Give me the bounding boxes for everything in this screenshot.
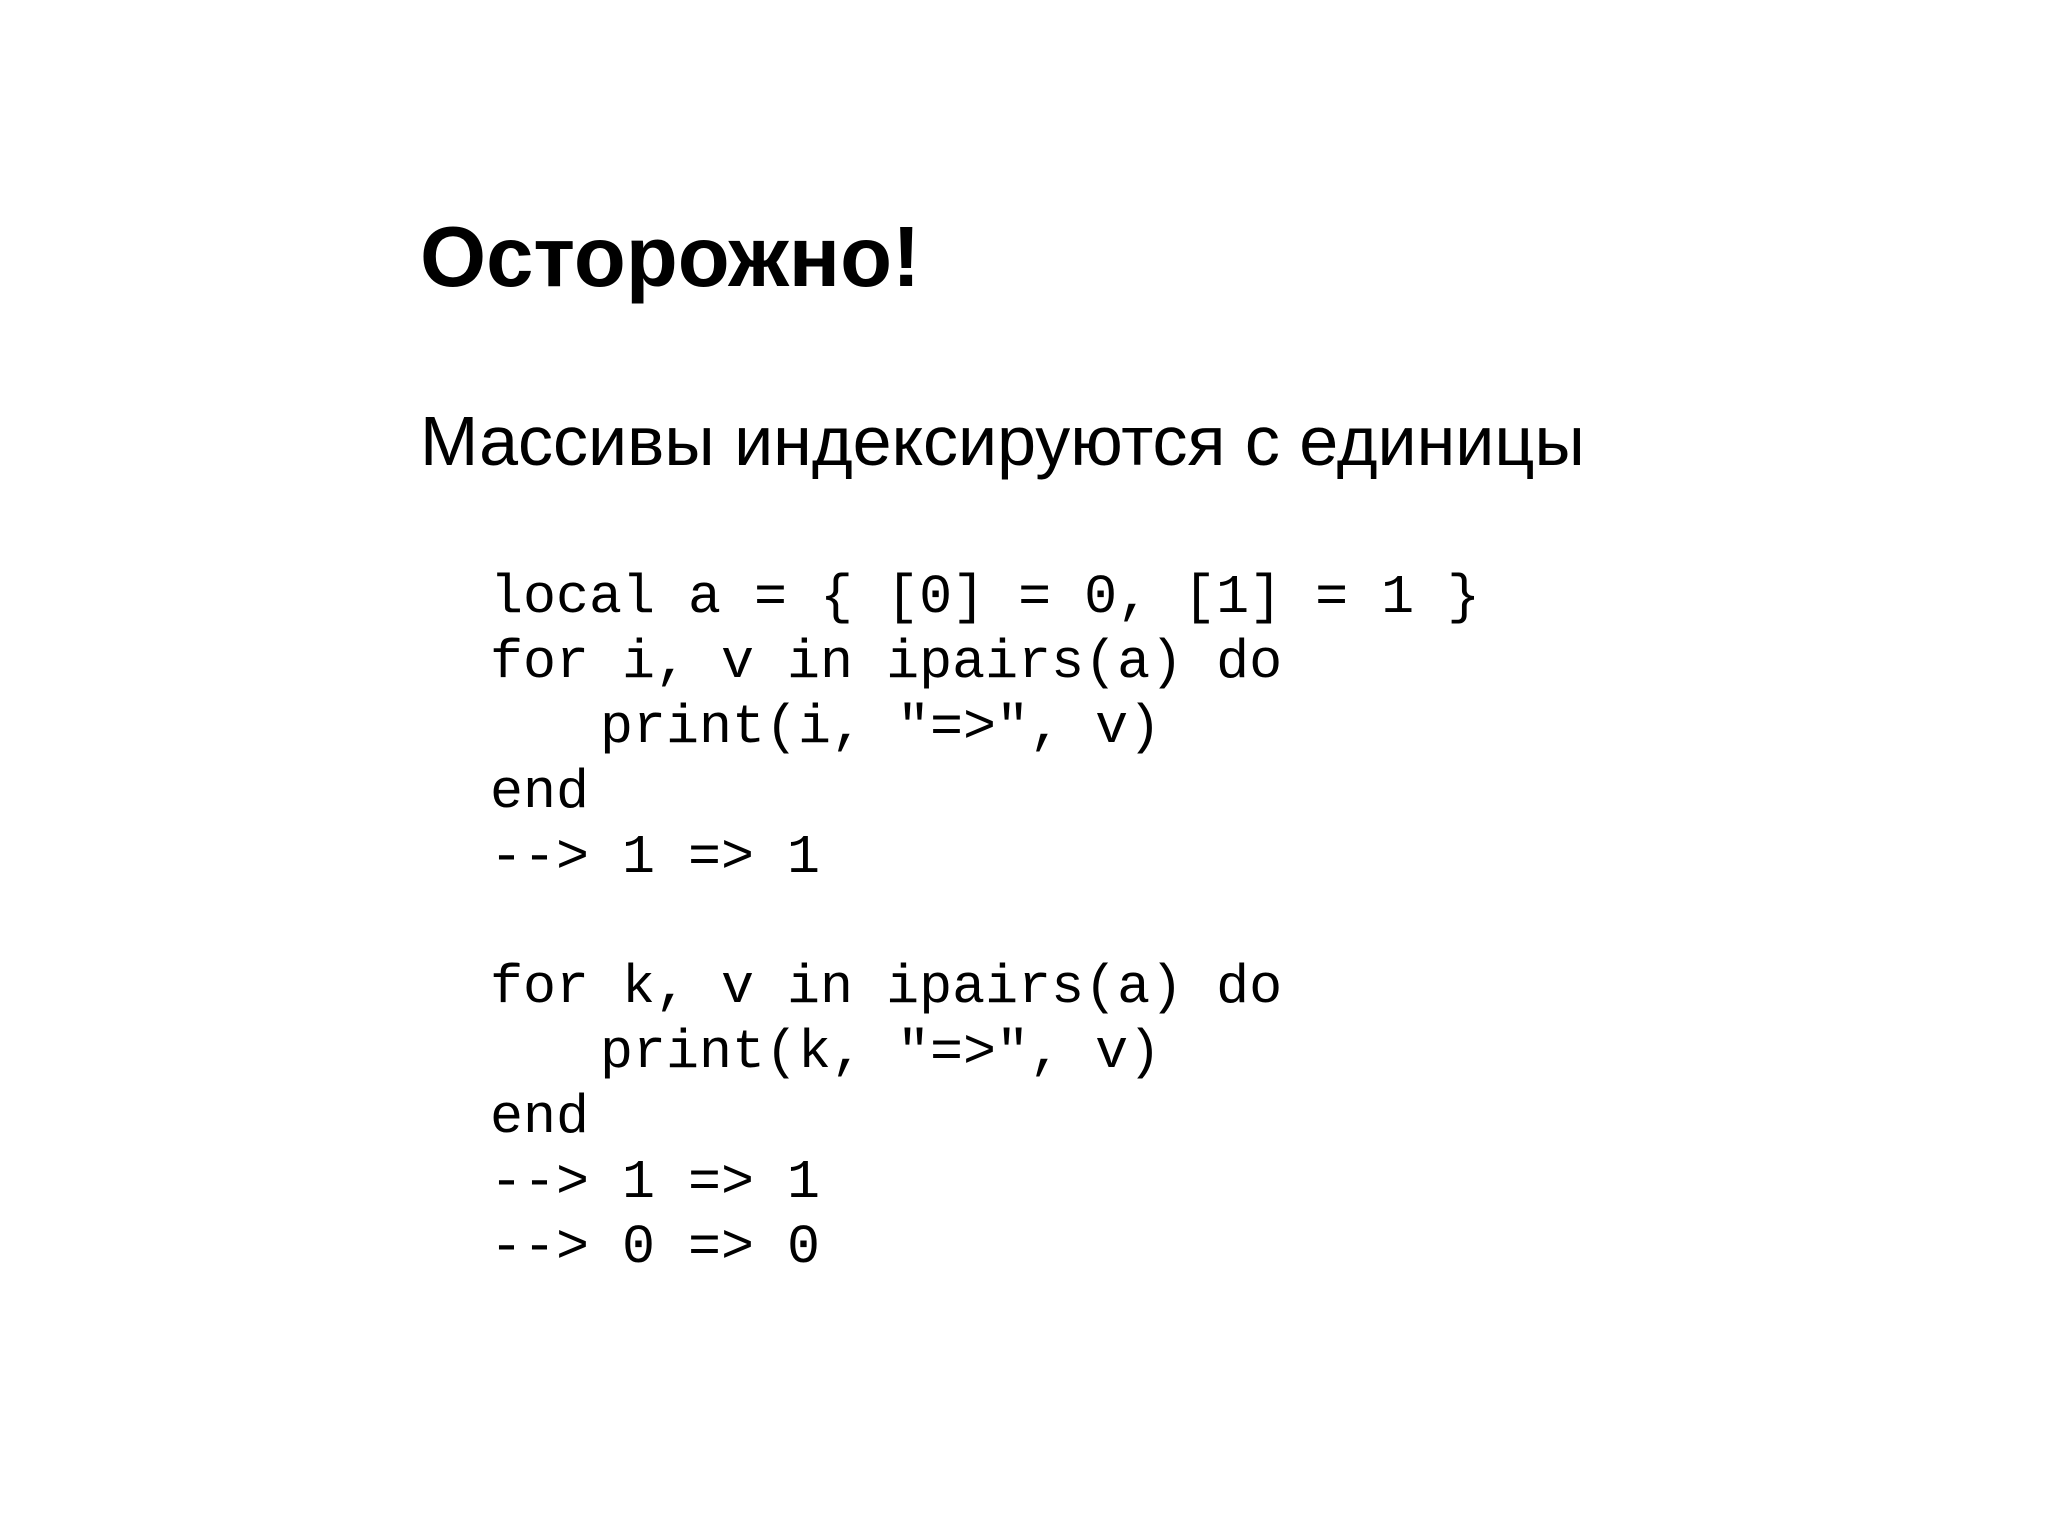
code-line: print(i, "=>", v) xyxy=(600,696,1162,759)
slide-subtitle: Массивы индексируются с единицы xyxy=(420,402,1585,480)
code-line: print(k, "=>", v) xyxy=(600,1021,1162,1084)
slide-title: Осторожно! xyxy=(420,210,921,305)
code-line-blank xyxy=(490,890,1480,955)
code-line: --> 1 => 1 xyxy=(490,1151,821,1214)
code-line: local a = { [0] = 0, [1] = 1 } xyxy=(490,566,1481,629)
code-line: --> 0 => 0 xyxy=(490,1216,821,1279)
code-line: end xyxy=(490,761,590,824)
code-line: end xyxy=(490,1086,590,1149)
code-line: --> 1 => 1 xyxy=(490,826,821,889)
code-block xyxy=(490,565,1480,1280)
code-line: for i, v in ipairs(a) do xyxy=(490,631,1283,694)
code-line: for k, v in ipairs(a) do xyxy=(490,956,1283,1019)
